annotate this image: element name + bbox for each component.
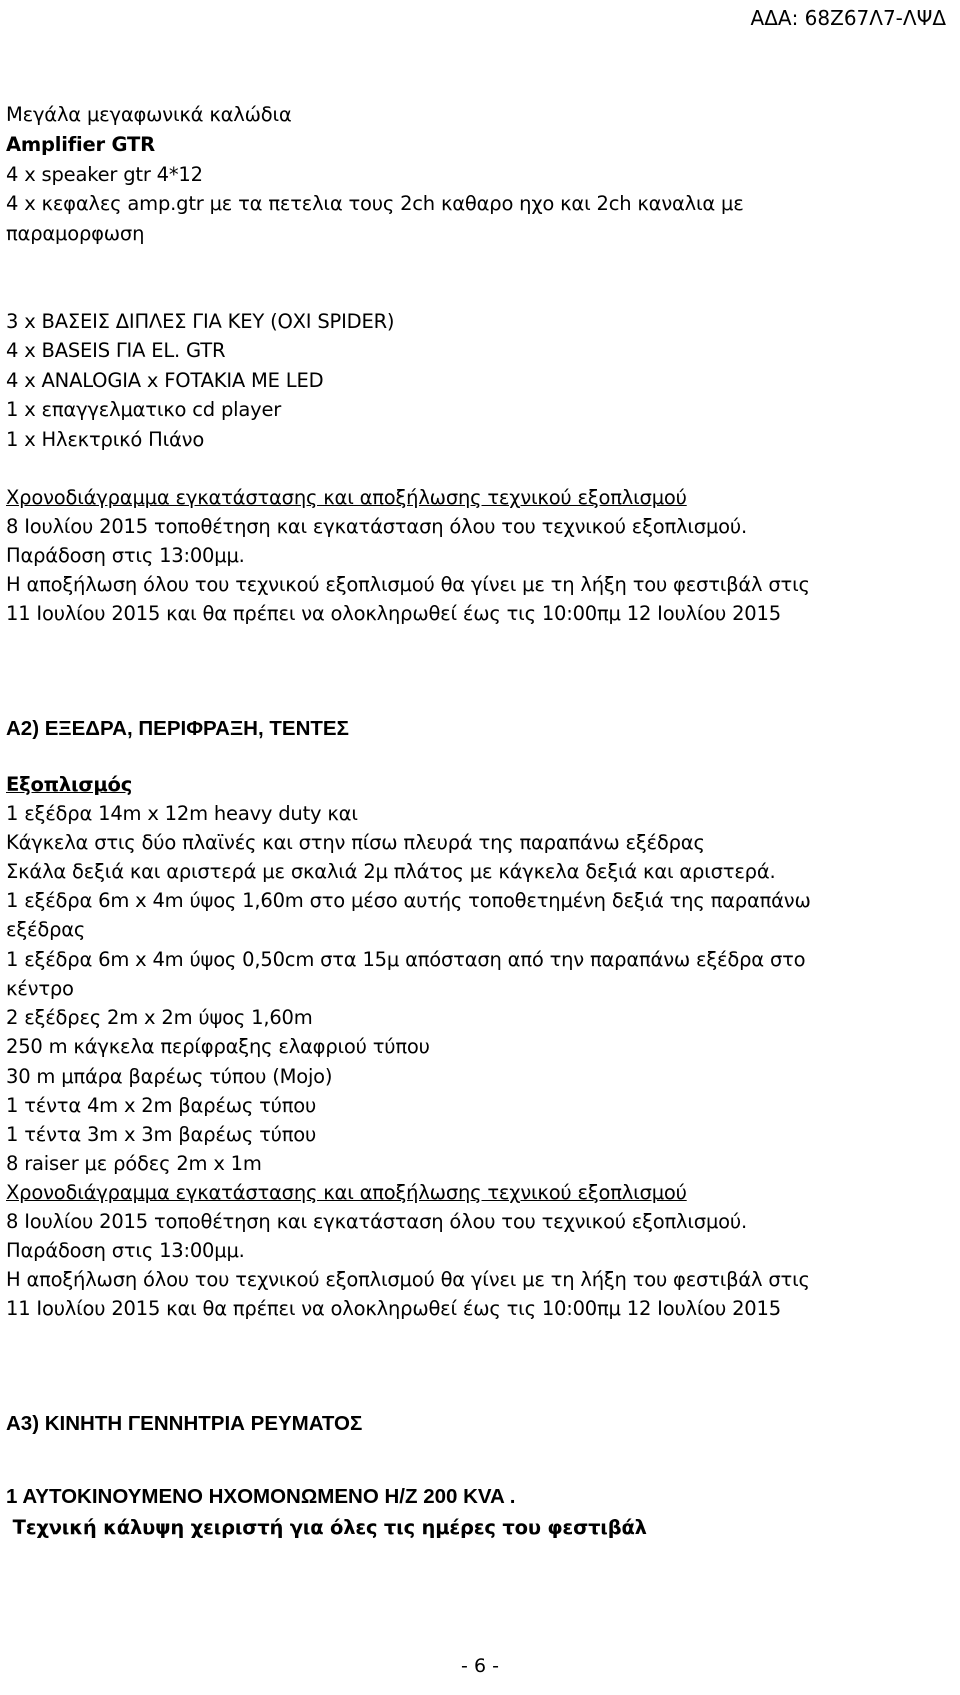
page-number: - 6 - — [461, 1655, 499, 1677]
text-line: Η αποξήλωση όλου του τεχνικού εξοπλισμού θα γίνει με τη λήξη του φεστιβάλ στις — [6, 573, 810, 596]
text-line: Παράδοση στις 13:00μμ. — [6, 544, 245, 567]
text-line: εξέδρας — [6, 918, 86, 941]
text-line: 1 εξέδρα 6m x 4m ύψος 0,50cm στα 15μ απόσταση από την παραπάνω εξέδρα στο — [6, 948, 806, 971]
schedule-heading: Χρονοδιάγραμμα εγκατάστασης και αποξήλωσης τεχνικού εξοπλισμού — [6, 486, 687, 509]
text-line: κέντρο — [6, 977, 74, 1000]
text-line: 4 x BASEIS ΓΙΑ EL. GTR — [6, 339, 226, 362]
text-line: 1 x επαγγελματικο cd player — [6, 398, 282, 421]
section-heading-a3: Α3) ΚΙΝΗΤΗ ΓΕΝΝΗΤΡΙΑ ΡΕΥΜΑΤΟΣ — [6, 1412, 363, 1435]
text-line: 4 x speaker gtr 4*12 — [6, 163, 203, 186]
text-line: 4 x κεφαλες amp.gtr με τα πετελια τους 2ch καθαρο ηχο και 2ch καναλια με — [6, 192, 744, 215]
equipment-heading: Εξοπλισμός — [6, 773, 133, 796]
text-line: 1 τέντα 3m x 3m βαρέως τύπου — [6, 1123, 317, 1146]
text-line: Τεχνική κάλυψη χειριστή για όλες τις ημέρες του φεστιβάλ — [6, 1516, 647, 1539]
text-line: 1 x Ηλεκτρικό Πιάνο — [6, 428, 205, 451]
text-line: 11 Ιουλίου 2015 και θα πρέπει να ολοκληρωθεί έως τις 10:00πμ 12 Ιουλίου 2015 — [6, 602, 781, 625]
text-line: Amplifier GTR — [6, 133, 155, 156]
text-line: 250 m κάγκελα περίφραξης ελαφριού τύπου — [6, 1035, 430, 1058]
text-line: 8 Ιουλίου 2015 τοποθέτηση και εγκατάσταση όλου του τεχνικού εξοπλισμού. — [6, 1210, 747, 1233]
text-line: 4 x ANALOGIA x FOTAKIA ME LED — [6, 369, 324, 392]
text-line: 1 ΑΥΤΟΚΙΝΟΥΜΕΝΟ ΗΧΟΜΟΝΩΜΕΝΟ Η/Ζ 200 KVA . — [6, 1485, 516, 1508]
text-line: 1 εξέδρα 14m x 12m heavy duty και — [6, 802, 358, 825]
text-line: 1 τέντα 4m x 2m βαρέως τύπου — [6, 1094, 317, 1117]
text-line: 3 x ΒΑΣΕΙΣ ΔΙΠΛΕΣ ΓΙΑ ΚΕΥ (ΟΧΙ SPIDER) — [6, 310, 395, 333]
text-line: Παράδοση στις 13:00μμ. — [6, 1239, 245, 1262]
text-line: 8 Ιουλίου 2015 τοποθέτηση και εγκατάσταση όλου του τεχνικού εξοπλισμού. — [6, 515, 747, 538]
text-line: Κάγκελα στις δύο πλαϊνές και στην πίσω πλευρά της παραπάνω εξέδρας — [6, 831, 705, 854]
text-line: 2 εξέδρες 2m x 2m ύψος 1,60m — [6, 1006, 313, 1029]
schedule-heading: Χρονοδιάγραμμα εγκατάστασης και αποξήλωσης τεχνικού εξοπλισμού — [6, 1181, 687, 1204]
text-line: 8 raiser με ρόδες 2m x 1m — [6, 1152, 262, 1175]
text-line: 11 Ιουλίου 2015 και θα πρέπει να ολοκληρωθεί έως τις 10:00πμ 12 Ιουλίου 2015 — [6, 1297, 781, 1320]
text-line: Σκάλα δεξιά και αριστερά με σκαλιά 2μ πλάτος με κάγκελα δεξιά και αριστερά. — [6, 860, 776, 883]
text-line: 1 εξέδρα 6m x 4m ύψος 1,60m στο μέσο αυτής τοποθετημένη δεξιά της παραπάνω — [6, 889, 811, 912]
text-line: παραμορφωση — [6, 222, 145, 245]
text-line: Η αποξήλωση όλου του τεχνικού εξοπλισμού θα γίνει με τη λήξη του φεστιβάλ στις — [6, 1268, 810, 1291]
document-ada-code: ΑΔΑ: 68Ζ67Λ7-ΛΨΔ — [750, 6, 946, 30]
section-heading-a2: Α2) ΕΞΕΔΡΑ, ΠΕΡΙΦΡΑΞΗ, ΤΕΝΤΕΣ — [6, 717, 349, 740]
text-line: 30 m μπάρα βαρέως τύπου (Mojo) — [6, 1065, 333, 1088]
text-line: Μεγάλα μεγαφωνικά καλώδια — [6, 103, 292, 126]
